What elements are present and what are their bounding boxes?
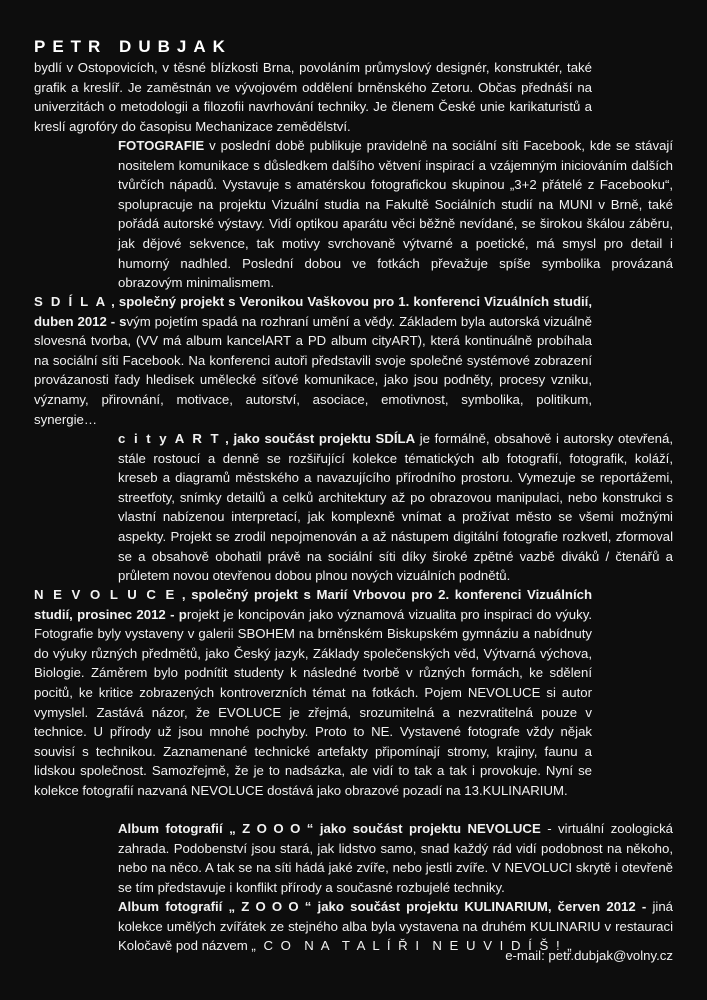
sdila-paragraph bbox=[34, 292, 592, 429]
zoo-nevoluce-heading: Album fotografií „ Z O O O “ jako součást projektu NEVOLUCE bbox=[118, 821, 541, 836]
cityart-name: c i t y A R T bbox=[118, 431, 221, 446]
nevoluce-heading: , společný projekt s Marií Vrbovou pro 2. konferenci Vizuálních studií, prosinec 2012 - p bbox=[34, 587, 592, 622]
cityart-text: je formálně, obsahově i autorsky otevřená, stále rostoucí a denně se rozšiřující kolekce tématických alb fotografií, fotografik, koláží, kreseb a diagramů městského a navazujícího přírodního prostoru. Vymezuje se reportážemi, streetfoty, snímky detailů a celků architektury až po obrazovou manipulaci, nebo konstrukci s vlastní nabízenou interpretací, jak komplexně vnímat a prožívat město se všemi možnými aspekty. Projekt se zrodil nepojmenován a až nástupem digitální fotografie rozkvetl, zformoval se a obsahově obohatil právě na sociální síti díky široké zpětné vazbě diváků / čtenářů a průletem novou otevřenou dobou plnou nových vizuálních podnětů. bbox=[118, 431, 673, 584]
author-name-title: PETR DUBJAK bbox=[34, 37, 232, 56]
fotografie-text: v poslední době publikuje pravidelně na sociální síti Facebook, kde se stávají nositelem komunikace s důsledkem dalšího větvení inspirací a vzájemným iniciováním dalších tvůrčích nápadů. Vystavuje s amatérskou fotografickou skupinou „3+2 přátelé z Facebooku“, spolupracuje na projektu Vizuální studia na Fakultě Sociálních studií na MUNI v Brně, také pořádá autorské výstavy. Vidí optikou aparátu věci běžně nevídané, se širokou škálou záběru, jak dějové sekvence, tak motivy svrchovaně výtvarné a poetické, má smysl pro detail i humorný nadhled. Poslední dobou ve fotkách převažuje spíše symbolika provázaná obrazovým minimalismem. bbox=[118, 138, 673, 291]
fotografie-heading: FOTOGRAFIE bbox=[118, 138, 205, 153]
zoo-nevoluce-text: - virtuální zoologická zahrada. Podobenství jsou stará, jak lidstvo samo, snad každý rád vidí podobnost na někoho, nebo na něco. A tak se na síti hádá jaké zvíře, nebo jestli zvíře. V NEVOLUCI skrytě i otevřeně se tím představuje i konflikt přírody a současné rozbujelé techniky. bbox=[118, 821, 674, 895]
sdila-text: vým pojetím spadá na rozhraní umění a vědy. Základem byla autorská vizuálně slovesná tvorba, (VV má album kancelART a PD album cityART), která kontinuálně probíhala na sociální síti Facebook. Na konferenci autoři představili svoje společné systémové zobrazení provázanosti řady hledisek umělecké síťové komunikace, jako jsou podněty, procesy vzniku, významy, přirovnání, motivace, autorství, asociace, emotivnost, symbolika, politikum, synergie… bbox=[34, 313, 592, 427]
bio-paragraph: bydlí v Ostopovicích, v těsné blízkosti Brna, povoláním průmyslový designér, konstruktér, také grafik a kreslíř. Je zaměstnán ve vývojovém oddělení brněnského Zetoru. Občas přednáší na univerzitách o metodologii a filozofii navrhování techniky. Je členem České unie karikaturistů a kreslí agrofóry do časopisu Mechanizace zemědělství. bbox=[34, 60, 592, 134]
nevoluce-text: rojekt je koncipován jako významová vizualita pro inspiraci do výuky. Fotografie byly vystaveny v galerii SBOHEM na brněnském Biskupském gymnáziu a nabídnuty do výuky různých předmětů, jako Český jazyk, Základy společenských věd, Výtvarná výchova, Biologie. Záměrem bylo podnítit studenty k následné tvorbě v různých formách, ke sdělení pocitů, ke kritice zobrazených kontroverzních témat na fotkách. Pojem NEVOLUCE si autor vymyslel. Zastává názor, že EVOLUCE je zřejmá, srozumitelná a nezvratitelná pouze v technice. U přírody už jsou mnohé pochyby. Proto to NE. Vystavené fotografe vždy nějak souvisí s technikou. Zaznamenané technické artefakty připomínají stromy, krajiny, faunu a lidskou společnost. Samozřejmě, že je to nadsázka, ale vidí to tak a tak i provokuje. Nyní se kolekce fotografií nazvaná NEVOLUCE dostává jako obrazové pozadí na 13.KULINARIUM. bbox=[34, 606, 592, 798]
nevoluce-paragraph bbox=[34, 585, 592, 801]
fotografie-paragraph bbox=[118, 136, 673, 293]
exhibition-title: „ C O N A T A L Í Ř I N E U V I D Í Š ! „ bbox=[251, 938, 574, 954]
cityart-paragraph bbox=[118, 429, 673, 586]
cityart-heading: , jako součást projektu SDÍLA bbox=[220, 431, 416, 446]
zoo-nevoluce-paragraph bbox=[118, 819, 673, 897]
nevoluce-name: N E V O L U C E bbox=[34, 587, 177, 602]
sdila-name: S D Í L A bbox=[34, 294, 108, 309]
zoo-kulinarium-text: jiná kolekce umělých zvířátek ze stejného alba byla vystavena na druhém KULINARIU v restauraci Koločavě pod názvem bbox=[118, 899, 673, 954]
zoo-kulinarium-heading: Album fotografií „ Z O O O “ jako součást projektu KULINARIUM, červen 2012 - bbox=[118, 899, 647, 914]
sdila-heading: , společný projekt s Veronikou Vaškovou pro 1. konferenci Vizuálních studií, duben 2012 - s bbox=[34, 294, 592, 329]
email-contact[interactable]: e-mail: petr.dubjak@volny.cz bbox=[505, 948, 673, 963]
